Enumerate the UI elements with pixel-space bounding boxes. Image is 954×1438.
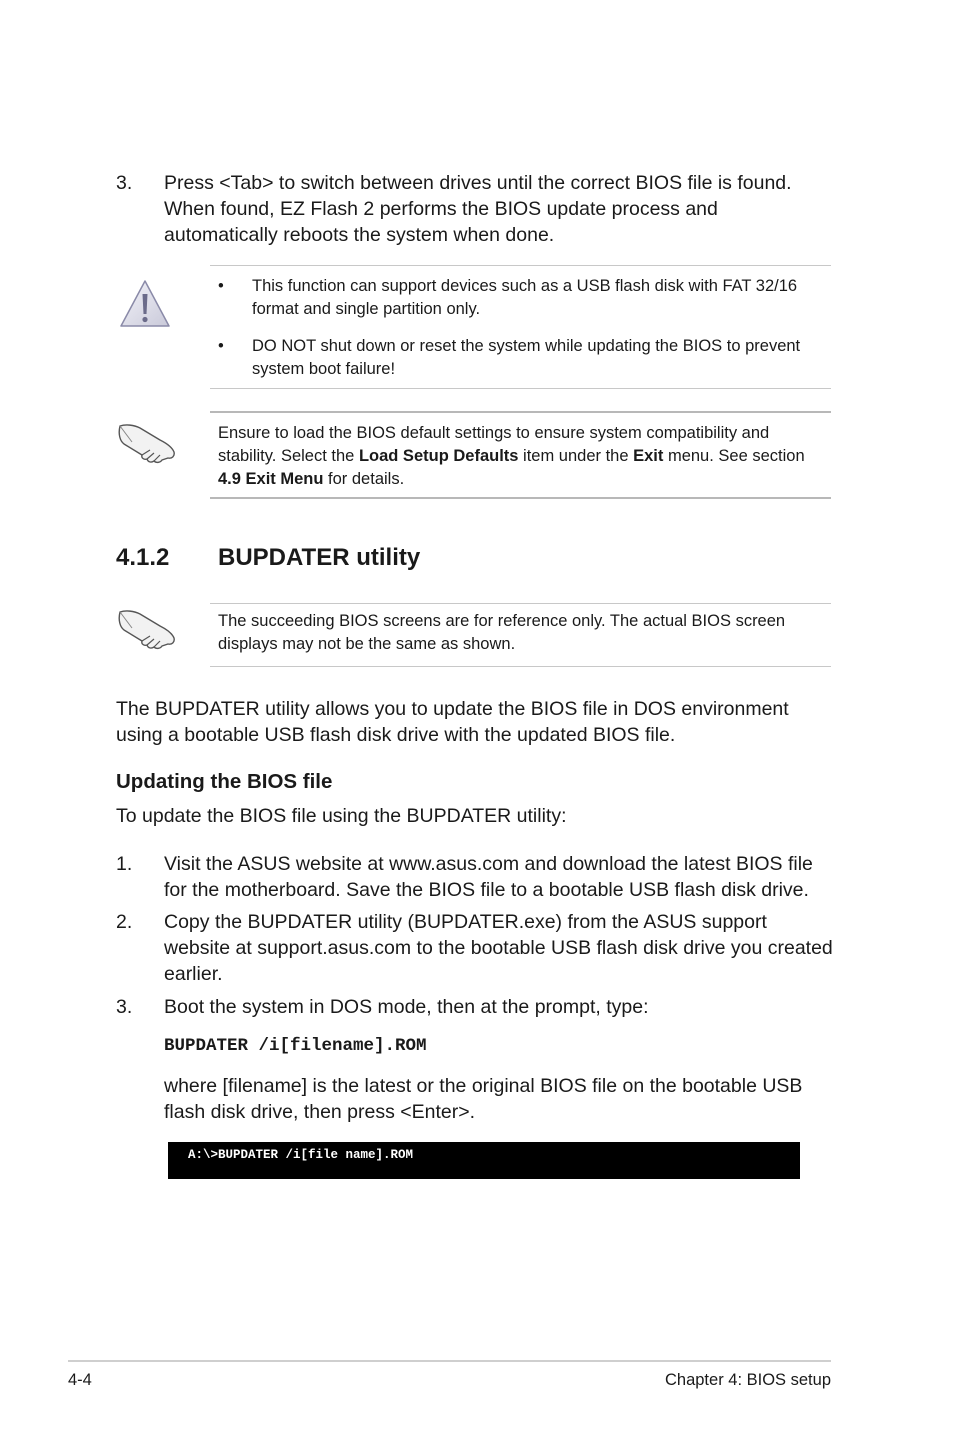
bullet-mark: • [218,277,224,295]
bullet-mark: • [218,337,224,355]
caution-bullet-1: This function can support devices such as a USB flash disk with FAT 32/16 format and single partition only. [252,277,798,318]
section-number: 4.1.2 [116,544,170,571]
note-1-text: Ensure to load the BIOS default settings to ensure system compatibility and stability. Select the Load Setup Defaults item under the Exit menu. See section 4.9 Exit Menu for details. [218,424,805,488]
step-text: Press <Tab> to switch between drives until the correct BIOS file is found. When found, EZ Flash 2 performs the BIOS update process and automatically reboots the system when done. [164,172,792,246]
warning-triangle-icon [118,278,172,330]
note-rule-top [210,411,831,413]
hand-note-icon [116,416,178,466]
note-rule-top [210,603,831,604]
note-rule-bottom [210,497,831,499]
subheading: Updating the BIOS file [116,770,333,793]
section-title: BUPDATER utility [218,544,421,571]
terminal-text: A:\>BUPDATER /i[file name].ROM [188,1148,414,1162]
step-text: Boot the system in DOS mode, then at the prompt, type: [164,996,649,1018]
lead-text: To update the BIOS file using the BUPDATER utility: [116,805,567,827]
command-text: BUPDATER /i[filename].ROM [164,1036,427,1056]
note-rule-bottom [210,666,831,667]
caution-bullet-2: DO NOT shut down or reset the system while updating the BIOS to prevent system boot failure! [252,337,801,378]
footer-rule [68,1360,831,1362]
step-number: 2. [116,911,133,933]
step-number: 3. [116,172,133,194]
chapter-label: Chapter 4: BIOS setup [664,1371,831,1389]
step-number: 3. [116,996,133,1018]
terminal-screen [168,1142,800,1179]
note-2-text: The succeeding BIOS screens are for reference only. The actual BIOS screen displays may not be the same as shown. [218,612,786,653]
where-text: where [filename] is the latest or the original BIOS file on the bootable USB flash disk drive, then press <Enter>. [164,1075,803,1123]
note-rule-top [210,265,831,266]
step-text: Copy the BUPDATER utility (BUPDATER.exe) from the ASUS support website at support.asus.com to the bootable USB flash disk drive you created earlier. [164,911,833,985]
step-text: Visit the ASUS website at www.asus.com and download the latest BIOS file for the motherboard. Save the BIOS file to a bootable USB flash disk drive. [164,853,813,901]
intro-paragraph: The BUPDATER utility allows you to update the BIOS file in DOS environment using a bootable USB flash disk drive with the updated BIOS file. [116,698,789,746]
hand-note-icon [116,602,178,652]
step-number: 1. [116,853,133,875]
note-rule-bottom [210,388,831,389]
page-number: 4-4 [68,1371,92,1389]
